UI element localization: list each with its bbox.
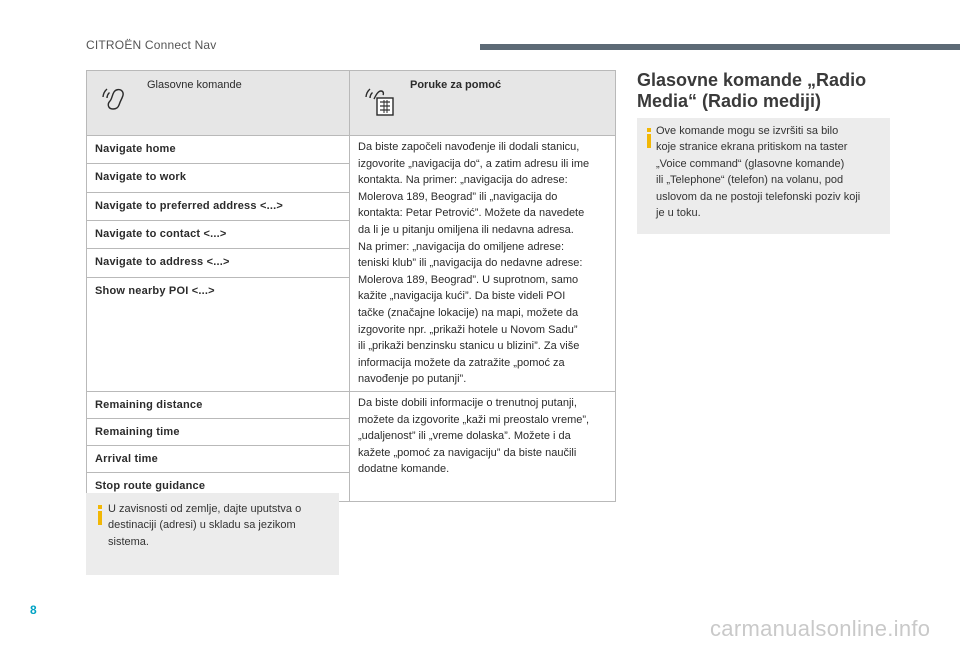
command-cell bbox=[87, 418, 350, 445]
help-line: kontakta: Petar Petrović”. Možete da navedete bbox=[358, 207, 585, 220]
command-text: Stop route guidance bbox=[95, 479, 206, 492]
help-text-route bbox=[350, 392, 615, 481]
help-line: Da biste započeli navođenje ili dodali stanicu, bbox=[358, 141, 580, 153]
command-text: Navigate home bbox=[95, 143, 176, 155]
help-line: dodatne komande. bbox=[358, 463, 450, 476]
help-line: Na primer: „navigacija do omiljene adrese: bbox=[358, 240, 565, 253]
note-line: U zavisnosti od zemlje, dajte uputstva o bbox=[108, 503, 302, 515]
note-line: koje stranice ekrana pritiskom na taster bbox=[656, 141, 848, 154]
help-line: kažite „navigacija kući”. Da biste videli POI bbox=[358, 290, 566, 303]
command-cell bbox=[87, 164, 350, 192]
info-icon bbox=[647, 128, 651, 148]
help-line: Molerova 189, Beograd”. U suprotnom, samo bbox=[358, 273, 579, 286]
help-line: kažete „pomoć za navigaciju” da biste naučili bbox=[358, 446, 577, 459]
table-header-right-label: Poruke za pomoć bbox=[410, 79, 502, 91]
note-line: uslovom da ne postoji telefonski poziv koji bbox=[656, 190, 861, 203]
table-header-right bbox=[350, 71, 616, 136]
help-line: možete da izgovorite „kaži mi preostalo vreme”, bbox=[358, 413, 590, 426]
command-cell bbox=[87, 391, 350, 418]
info-note-left bbox=[86, 493, 339, 575]
command-text: Navigate to preferred address <...> bbox=[95, 199, 283, 212]
help-line: informacija možete da zatražite „pomoć za bbox=[358, 356, 565, 369]
voice-commands-table bbox=[86, 70, 616, 502]
header-title: CITROËN Connect Nav bbox=[86, 38, 217, 52]
command-text: Arrival time bbox=[95, 452, 158, 465]
command-cell bbox=[87, 192, 350, 220]
note-line: sistema. bbox=[108, 535, 149, 548]
command-text: Navigate to address <...> bbox=[95, 256, 230, 269]
note-line: ili „Telephone“ (telefon) na volanu, pod bbox=[656, 174, 844, 187]
help-cell bbox=[350, 136, 616, 392]
command-text: Remaining distance bbox=[95, 398, 203, 411]
help-line: teniski klub” ili „navigacija do nedavne adrese: bbox=[358, 257, 583, 270]
command-cell bbox=[87, 249, 350, 277]
voice-command-icon bbox=[101, 85, 131, 119]
section-title-line2: Media“ (Radio mediji) bbox=[637, 91, 822, 111]
note-line: destinaciji (adresi) u skladu sa jezikom bbox=[108, 519, 296, 532]
command-cell bbox=[87, 277, 350, 391]
help-text-nav bbox=[350, 136, 615, 391]
help-line: „udaljenost” ili „vreme dolaska”. Možete i da bbox=[358, 430, 571, 443]
command-text: Show nearby POI <...> bbox=[95, 284, 215, 297]
help-line: da li je u pitanju omiljena ili nedavna adresa. bbox=[358, 223, 574, 236]
help-line: kontakta. Na primer: „navigacija do adrese: bbox=[358, 174, 568, 187]
note-line: je u toku. bbox=[656, 207, 701, 220]
command-text: Remaining time bbox=[95, 425, 180, 438]
help-line: Molerova 189, Beograd” ili „navigacija do bbox=[358, 190, 558, 203]
section-title bbox=[637, 70, 907, 112]
info-icon bbox=[98, 505, 102, 525]
command-cell bbox=[87, 136, 350, 164]
help-line: navođenje po putanji”. bbox=[358, 373, 467, 386]
help-line: Da biste dobili informacije o trenutnoj putanji, bbox=[358, 396, 577, 409]
command-text: Navigate to work bbox=[95, 171, 187, 184]
info-note-right bbox=[637, 118, 890, 234]
page-number: 8 bbox=[30, 603, 37, 617]
help-line: tačke (značajne lokacije) na mapi, možete da bbox=[358, 306, 579, 319]
table-header-left-label: Glasovne komande bbox=[147, 79, 242, 91]
note-line: „Voice command“ (glasovne komande) bbox=[656, 157, 845, 170]
voice-help-icon bbox=[364, 85, 394, 119]
header-bar bbox=[480, 44, 960, 50]
help-line: ili „prikaži benzinsku stanicu u blizini”. Za više bbox=[358, 340, 580, 353]
command-text: Navigate to contact <...> bbox=[95, 227, 227, 240]
table-row bbox=[87, 136, 616, 164]
table-row bbox=[87, 391, 616, 418]
table-header-left bbox=[87, 71, 350, 136]
help-cell bbox=[350, 391, 616, 501]
watermark: carmanualsonline.info bbox=[710, 616, 931, 641]
note-line: Ove komande mogu se izvršiti sa bilo bbox=[656, 125, 839, 137]
command-cell bbox=[87, 220, 350, 248]
section-title-line1: Glasovne komande „Radio bbox=[637, 70, 867, 90]
command-cell bbox=[87, 445, 350, 472]
help-line: izgovorite npr. „prikaži hotele u Novom Sadu” bbox=[358, 323, 578, 336]
help-line: izgovorite „navigacija do“, a zatim adresu ili ime bbox=[358, 157, 590, 170]
table-header-row bbox=[87, 71, 616, 136]
